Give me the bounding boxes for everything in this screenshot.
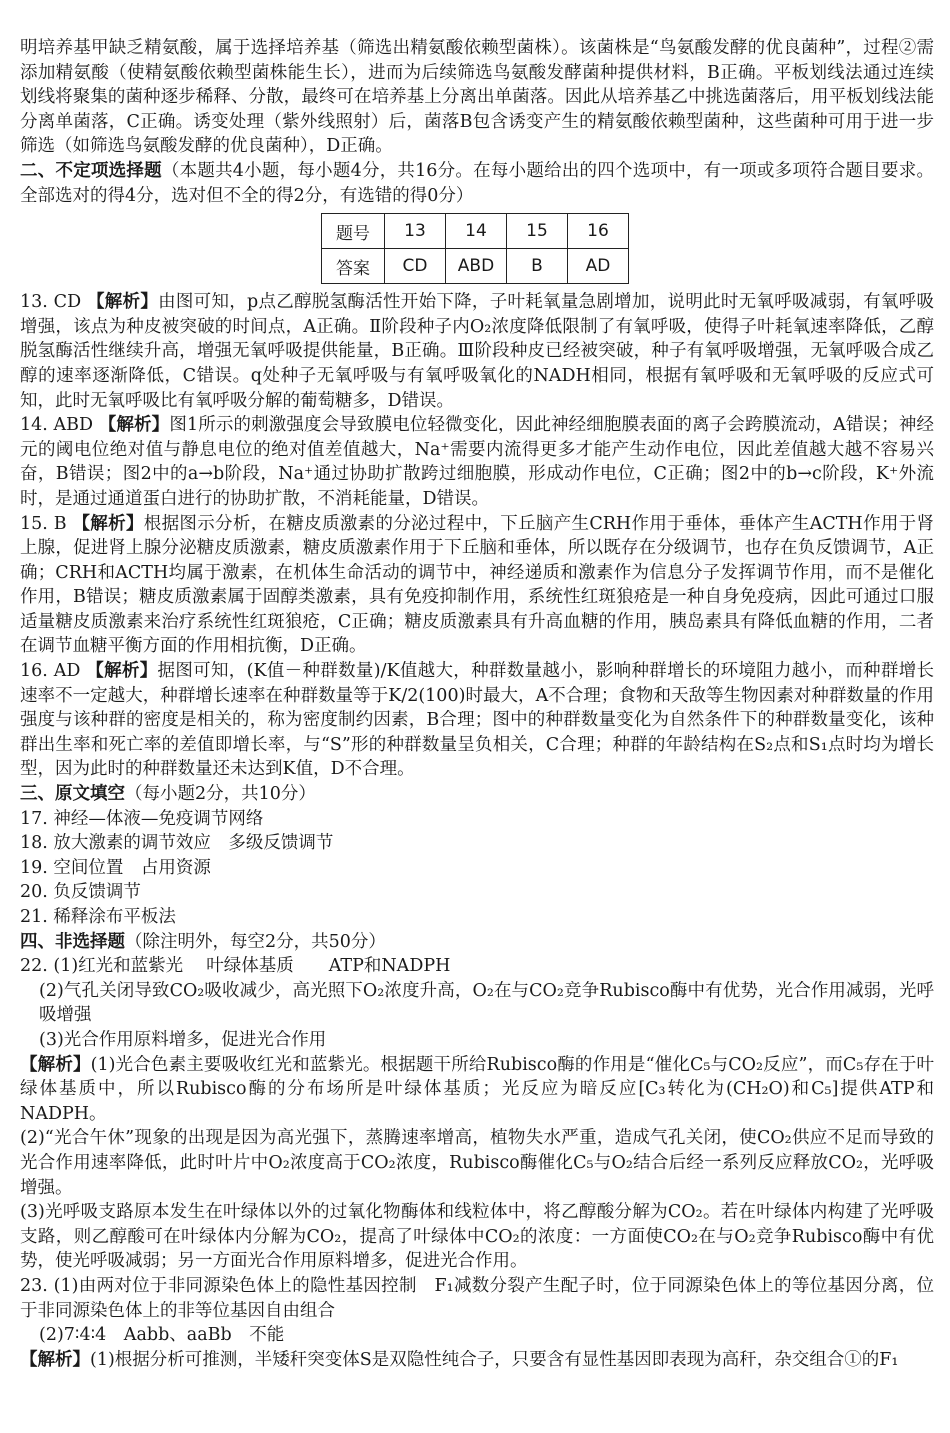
question-23-explanation-1-text: (1)根据分析可推测，半矮秆突变体S是双隐性纯合子，只要含有显性基因即表现为高秆，杂交组合①的F₁ xyxy=(90,1349,899,1370)
question-13-head: 13. CD xyxy=(20,292,82,313)
section-4-desc: （除注明外，每空2分，共50分） xyxy=(125,931,386,952)
question-22-explanation-2: (2)“光合午休”现象的出现是因为高光强下，蒸腾速率增高，植物失水严重，造成气孔关闭，使CO₂供应不足而导致的光合作用速率降低，此时叶片中O₂浓度高于CO₂浓度，Rubisco酶催化C₅与O₂结合后经一系列反应释放CO₂，光呼吸增强。 xyxy=(20,1128,934,1198)
question-16-explanation xyxy=(20,659,934,782)
section-2-heading xyxy=(20,159,934,208)
question-13-explanation xyxy=(20,290,934,413)
answer-table-number: 13 xyxy=(385,214,446,249)
explanation-label: 【解析】 xyxy=(72,513,144,534)
answer-table-number: 16 xyxy=(568,214,629,249)
question-16-head: 16. AD xyxy=(20,661,81,682)
question-22-explanation-1-text: (1)光合色素主要吸收红光和蓝紫光。根据题干所给Rubisco酶的作用是“催化C₅与CO₂反应”，而C₅存在于叶绿体基质中，所以Rubisco酶的分布场所是叶绿体基质；光反应为暗反应[C₃转化为(CH₂O)和C₅]提供ATP和NADPH。 xyxy=(20,1054,934,1124)
intro-paragraph: 明培养基甲缺乏精氨酸，属于选择培养基（筛选出精氨酸依赖型菌株）。该菌株是“鸟氨酸发酵的优良菌种”，过程②需添加精氨酸（使精氨酸依赖型菌株能生长），进而为后续筛选鸟氨酸发酵菌种提供材料，B正确。平板划线法通过连续划线将聚集的菌种逐步稀释、分散，最终可在培养基上分离出单菌落。因此从培养基乙中挑选菌落后，用平板划线法能分离单菌落，C正确。诱变处理（紫外线照射）后，菌落B包含诱变产生的精氨酸依赖型菌种，这些菌种可用于进一步筛选（如筛选鸟氨酸发酵的优良菌种），D正确。 xyxy=(20,38,934,157)
explanation-label: 【解析】 xyxy=(20,1349,90,1370)
question-14-text: 图1所示的刺激强度会导致膜电位轻微变化，因此神经细胞膜表面的离子会跨膜流动，A错误；神经元的阈电位绝对值与静息电位的绝对值差值越大，Na⁺需要内流得更多才能产生动作电位，因此差值越大越不容易兴奋，B错误；图2中的a→b阶段，Na⁺通过协助扩散跨过细胞膜，形成动作电位，C正确；图2中的b→c阶段，K⁺外流时，是通过通道蛋白进行的协助扩散，不消耗能量，D错误。 xyxy=(20,415,934,509)
section-4-title: 四、非选择题 xyxy=(20,931,125,952)
question-22-answer-3: (3)光合作用原料增多，促进光合作用 xyxy=(39,1029,327,1050)
answer-table-answer: ABD xyxy=(446,249,507,284)
answer-table-answer-label: 答案 xyxy=(322,249,385,284)
question-14-explanation xyxy=(20,413,934,511)
explanation-label: 【解析】 xyxy=(86,661,158,682)
fill-answer-20: 20. 负反馈调节 xyxy=(20,882,141,903)
answer-table-answer: AD xyxy=(568,249,629,284)
question-23-answer-2: (2)7∶4∶4 Aabb、aaBb 不能 xyxy=(39,1325,285,1346)
question-15-explanation xyxy=(20,512,934,660)
explanation-label: 【解析】 xyxy=(98,415,170,436)
explanation-label: 【解析】 xyxy=(20,1054,91,1075)
fill-answer-19: 19. 空间位置 占用资源 xyxy=(20,857,211,878)
answer-page xyxy=(20,36,934,1372)
question-23-explanation-1 xyxy=(20,1348,934,1373)
question-14-head: 14. ABD xyxy=(20,415,94,436)
fill-answer-18: 18. 放大激素的调节效应 多级反馈调节 xyxy=(20,833,334,854)
section-3-heading xyxy=(20,782,934,807)
explanation-label: 【解析】 xyxy=(86,292,159,313)
question-15-head: 15. B xyxy=(20,513,67,534)
answer-table-header-label: 题号 xyxy=(322,214,385,249)
answer-table-answer-row xyxy=(322,249,629,284)
fill-answer-17: 17. 神经—体液—免疫调节网络 xyxy=(20,808,264,829)
section-3-desc: （每小题2分，共10分） xyxy=(125,784,316,805)
section-2-desc: （本题共4小题，每小题4分，共16分。在每小题给出的四个选项中，有一项或多项符合题目要求。全部选对的得4分，选对但不全的得2分，有选错的得0分） xyxy=(20,160,934,206)
question-23-answer-1: 23. (1)由两对位于非同源染色体上的隐性基因控制 F₁减数分裂产生配子时，位于同源染色体上的等位基因分离，位于非同源染色体上的非等位基因自由组合 xyxy=(20,1275,934,1321)
question-15-text: 根据图示分析，在糖皮质激素的分泌过程中，下丘脑产生CRH作用于垂体，垂体产生ACTH作用于肾上腺，促进肾上腺分泌糖皮质激素，糖皮质激素作用于下丘脑和垂体，所以既存在分级调节，也存在负反馈调节，A正确；CRH和ACTH均属于激素，在机体生命活动的调节中，神经递质和激素作为信息分子发挥调节作用，而不是催化作用，B错误；糖皮质激素属于固醇类激素，具有免疫抑制作用，系统性红斑狼疮是一种自身免疫病，因此可通过口服适量糖皮质激素来治疗系统性红斑狼疮，C正确；糖皮质激素具有升高血糖的作用，胰岛素具有降低血糖的作用，二者在调节血糖平衡方面的作用相抗衡，D正确。 xyxy=(20,513,934,657)
answer-table-answer: B xyxy=(507,249,568,284)
section-3-title: 三、原文填空 xyxy=(20,784,125,805)
question-22-answer-1: 22. (1)红光和蓝紫光 叶绿体基质 ATP和NADPH xyxy=(20,956,451,977)
question-13-text: 由图可知，p点乙醇脱氢酶活性开始下降，子叶耗氧量急剧增加，说明此时无氧呼吸减弱，有氧呼吸增强，该点为种皮被突破的时间点，A正确。Ⅱ阶段种子内O₂浓度降低限制了有氧呼吸，使得子叶耗氧速率降低，乙醇脱氢酶活性继续升高，增强无氧呼吸提供能量，B正确。Ⅲ阶段种皮已经被突破，种子有氧呼吸增强，无氧呼吸合成乙醇的速率逐渐降低，C错误。q处种子无氧呼吸与有氧呼吸氧化的NADH相同，根据有氧呼吸和无氧呼吸的反应式可知，此时无氧呼吸比有氧呼吸分解的葡萄糖多，D错误。 xyxy=(20,292,934,411)
answer-table xyxy=(321,213,629,284)
section-2-title: 二、不定项选择题 xyxy=(20,160,162,181)
answer-table-number: 15 xyxy=(507,214,568,249)
answer-table-number-row xyxy=(322,214,629,249)
question-22-answer-2: (2)气孔关闭导致CO₂吸收减少，高光照下O₂浓度升高，O₂在与CO₂竞争Rubisco酶中有优势，光合作用减弱，光呼吸增强 xyxy=(39,980,934,1026)
section-4-heading xyxy=(20,930,934,955)
answer-table-answer: CD xyxy=(385,249,446,284)
question-16-text: 据图可知，(K值－种群数量)/K值越大，种群数量越小，影响种群增长的环境阻力越小，而种群增长速率不一定越大，种群增长速率在种群数量等于K/2(100)时最大，A不合理；食物和天敌等生物因素对种群数量的作用强度与该种群的密度是相关的，称为密度制约因素，B合理；图中的种群数量变化为自然条件下的种群数量变化，该种群出生率和死亡率的差值即增长率，与“S”形的种群数量呈负相关，C合理；种群的年龄结构在S₂点和S₁点时均为增长型，因为此时的种群数量还未达到K值，D不合理。 xyxy=(20,661,935,780)
question-22-explanation-1 xyxy=(20,1053,934,1127)
question-22-explanation-3: (3)光呼吸支路原本发生在叶绿体以外的过氧化物酶体和线粒体中，将乙醇酸分解为CO₂。若在叶绿体内构建了光呼吸支路，则乙醇酸可在叶绿体内分解为CO₂，提高了叶绿体中CO₂的浓度：一方面使CO₂在与O₂竞争Rubisco酶中有优势，使光呼吸减弱；另一方面光合作用原料增多，促进光合作用。 xyxy=(20,1202,934,1272)
fill-answer-21: 21. 稀释涂布平板法 xyxy=(20,907,176,927)
answer-table-number: 14 xyxy=(446,214,507,249)
